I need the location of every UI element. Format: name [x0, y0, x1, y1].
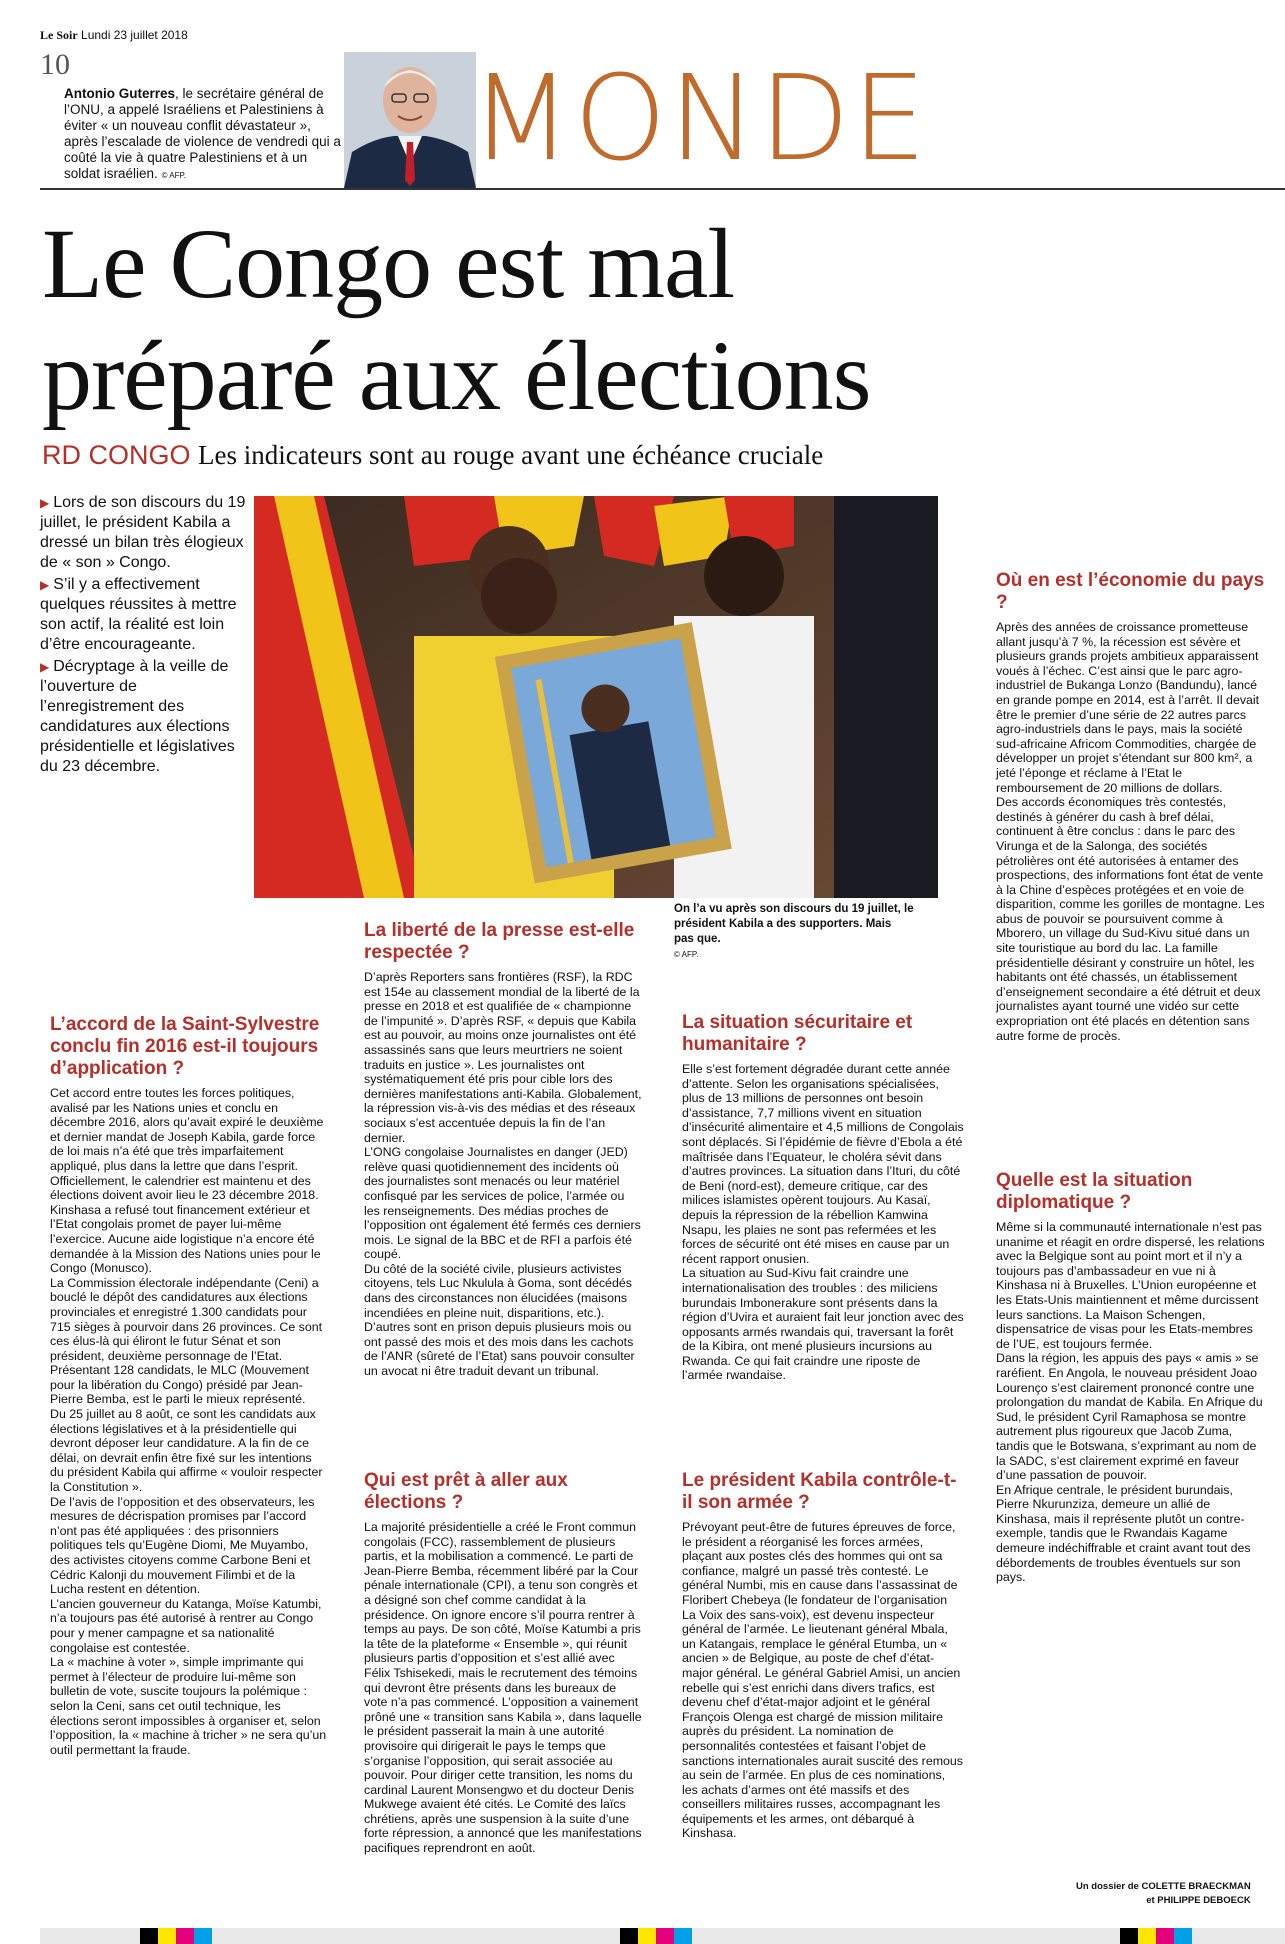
article-paragraph: Prévoyant peut-être de futures épreuves de force, le président a réorganisé les forces armées, plaçant aux postes clés des hommes qui ont sa confiance, malgré un passé très contesté. Le général Numbi, mis en cause dans l’assassinat de Floribert Chebeya (le fondateur de l’organisation La Voix des sans-voix), est devenu inspecteur général de l’armée. Le lieutenant général Mbala, un Katangais, remplace le général Etumba, un « ancien » de Belgique, au poste de chef d’état-major général. Le général Gabriel Amisi, un ancien rebelle qui s’est enrichi dans divers trafics, est devenu chef d’état-major adjoint et le général François Olenga est chargé de mission militaire auprès du président. La nomination de personnalités contestées et faisant l’objet de sanctions internationales aurait suscité des remous au sein de l’armée. En plus de ces nominations, les achats d’armes ont été massifs et des conseillers militaires russes, accompagnant les équipements et les armes, ont débarqué à Kinshasa. — [682, 1520, 964, 1841]
article-paragraph: Du côté de la société civile, plusieurs activistes citoyens, tels Luc Nkulula à Goma, sont décédés dans des circonstances non élucidées (maisons incendiées en pleine nuit, disparitions, etc.). D’autres sont en prison depuis plusieurs mois ou ont passé des mois et des mois dans les cachots de l’ANR (sûreté de l’Etat) sans pouvoir consulter un avocat ni être traduit devant un tribunal. — [364, 1261, 635, 1379]
article-title: Quelle est la situation diplomatique ? — [996, 1170, 1193, 1213]
caption-text: On l’a vu après son discours du 19 juillet, le président Kabila a des supporters. Mais pas que. — [674, 903, 914, 945]
article-paragraph: Elle s’est fortement dégradée durant cette année d’attente. Selon les organisations spécialisées, plus de 13 millions de personnes ont besoin d’assistance, 7,7 millions vivent en situation d’insécurité alimentaire et 4,5 millions de Congolais sont déplacés. Si l’épidémie de fièvre d’Ebola a été maîtrisée dans l’Equateur, le choléra sévit dans d’autres provinces. La situation dans l’Ituri, du côté de Beni (nord-est), demeure critique, car des milices islamistes opèrent toujours. Au Kasaï, depuis la répression de la rébellion Kamwina Nsapu, les plaies ne sont pas refermées et les forces de sécurité ont été mises en cause par un récent rapport onusien. — [682, 1062, 964, 1266]
article-paragraph: Après des années de croissance prometteuse allant jusqu’à 7 %, la récession est sévère et plusieurs grands projets ambitieux apparaissent voués à l’échec. C’est ainsi que le parc agro-industriel de Bukanga Lonzo (Bandundu), lancé en grande pompe en 2014, est à l’arrêt. Il devait être le premier d’une série de 22 autres parcs agro-industriels dans le pays, mais la société sud-africaine Africom Commodities, chargée de développer un projet s’étendant sur 800 km², a jeté l’éponge et réclame à l’Etat le remboursement de 20 millions de dollars. — [996, 620, 1260, 795]
article-paragraph: En Afrique centrale, le président burundais, Pierre Nkurunziza, demeure un allié de Kinshasa, mais il représente plutôt un contre-exemple, tandis que le Rwandais Kagame demeure indéchiffrable et craint avant tout des débordements de troubles éventuels sur son pays. — [996, 1482, 1251, 1585]
article-pret — [364, 1470, 642, 1856]
article-paragraph: Des accords économiques très contestés, destinés à générer du cash à bref délai, continuent à être conclus : dans le parc des Virunga et de la Salonga, des sociétés pétrolières ont été autorisées à entamer des prospections, des informations font état de vente à la Chine d’espèces protégées et en voie de disparition, comme les gorilles de montagne. Les abus de pouvoir se poursuivent comme à Mborero, un village du Sud-Kivu situé dans un site touristique au bord du lac. La famille présidentielle désirant y construire un hôtel, les habitants ont été chassés, un établissement d’enseignement secondaire a été détruit et deux journalistes ayant tourné une vidéo sur cette expropriation ont été placés en détention sans autre forme de procès. — [996, 795, 1265, 1043]
article-paragraph: L’ONG congolaise Journalistes en danger (JED) relève quasi quotidiennement des incidents où des journalistes sont menacés ou leur matériel confisqué par les services de police, l’armée ou les renseignements. Des médias proches de l’opposition ont également été fermés ces derniers mois. Le signal de la BBC et de RFI a parfois été coupé. — [364, 1145, 641, 1262]
triangle-bullet-icon: ▶ — [40, 496, 50, 510]
article-paragraph: D’après Reporters sans frontières (RSF), la RDC est 154e au classement mondial de la liberté de la presse en 2018 et est qualifiée de « championne de l’impunité ». D’après RSF, « depuis que Kabila est au pouvoir, au moins onze journalistes ont été assassinés sans que leurs meurtriers ne soient traduits en justice ». Les journalistes ont systématiquement été pris pour cible lors des dernières manifestations anti-Kabila. Globalement, la répression vis-à-vis des médias et des réseaux sociaux s’est accentuée depuis la fin de l’an dernier. — [364, 970, 642, 1145]
byline-line-1: Un dossier de COLETTE BRAECKMAN — [1076, 1881, 1251, 1892]
headline-line-1: Le Congo est mal — [42, 208, 735, 319]
article-paragraph: De l’avis de l’opposition et des observateurs, les mesures de décrispation promises par l’accord n’ont pas été appliquées : des prisonniers politiques tels qu’Eugène Diomi, Me Muyambo, des activistes citoyens comme Carbone Beni et Cédric Kalonji du mouvement Filimbi et de la Lucha restent en détention. — [50, 1494, 315, 1597]
header-rule — [40, 188, 1285, 190]
guterres-portrait — [344, 52, 476, 188]
article-paragraph: L’ancien gouverneur du Katanga, Moïse Katumbi, n’a toujours pas été autorisé à rentrer au Congo pour y mener campagne et sa nationalité congolaise est contestée. — [50, 1596, 322, 1655]
print-color-bar — [40, 1928, 1285, 1944]
page-number: 10 — [40, 48, 70, 81]
article-paragraph: La situation au Sud-Kivu fait craindre une internationalisation des troubles : des miliciens burundais Imbonerakure sont présents dans la région d’Uvira et auraient fait leur jonction avec des opposants armés rwandais qui, traversant la forêt de la Kibira, ont mené plusieurs incursions au Rwanda. Ce qui fait craindre une riposte de l’armée rwandaise. — [682, 1266, 964, 1383]
summary-bullet: ▶ S’il y a effectivement quelques réussites à mettre son actif, la réalité est loin d’être encourageante. — [40, 576, 237, 653]
article-paragraph: Dans la région, les appuis des pays « amis » se raréfient. En Angola, le nouveau président Joao Lourenço s’est clairement prononcé contre une prolongation du mandat de Kabila. En Afrique du Sud, le président Cyril Ramaphosa se montre autrement plus rigoureux que Jacob Zuma, tandis que le Botswana, s’exprimant au nom de la SADC, s’est clairement exprimé en faveur d’une passation de pouvoir. — [996, 1351, 1263, 1483]
article-economie — [996, 570, 1268, 1043]
article-title: L’accord de la Saint-Sylvestre conclu fin 2016 est-il toujours d’application ? — [50, 1014, 320, 1079]
triangle-bullet-icon: ▶ — [40, 660, 50, 674]
article-paragraph: Cet accord entre toutes les forces politiques, avalisé par les Nations unies et conclu en décembre 2016, alors qu’avait expiré le deuxième et dernier mandat de Joseph Kabila, garde force de loi mais n’a été que très imparfaitement appliqué, plus dans la lettre que dans l’esprit. Officiellement, le calendrier est maintenu et des élections doivent avoir lieu le 23 décembre 2018. Kinshasa a refusé tout financement extérieur et l’Etat congolais promet de payer lui-même l’exercice. Aucune aide logistique n’a encore été demandée à la Mission des Nations unies pour le Congo (Monusco). — [50, 1086, 324, 1276]
article-title: Où en est l’économie du pays ? — [996, 570, 1265, 613]
summary-bullet: ▶ Décryptage à la veille de l’ouverture de l’enregistrement des candidatures aux élections présidentielle et législatives du 23 décembre. — [40, 658, 235, 775]
issue-date: Lundi 23 juillet 2018 — [81, 28, 188, 42]
article-title: Qui est prêt à aller aux élections ? — [364, 1470, 568, 1513]
section-title: MONDE — [470, 49, 929, 187]
article-paragraph: La « machine à voter », simple imprimante qui permet à l’électeur de produire lui-même son bulletin de vote, suscite toujours la polémique : selon la Ceni, sans cet outil technique, les élections seront impossibles à organiser et, selon l’opposition, la « machine à tricher » ne sera qu’un outil permettant la fraude. — [50, 1655, 327, 1757]
byline — [1076, 1880, 1251, 1908]
summary-bullet: ▶ Lors de son discours du 19 juillet, le président Kabila a dressé un bilan très élogieux de « son » Congo. — [40, 494, 246, 571]
photo-credit: © AFP. — [674, 950, 699, 959]
masthead — [40, 28, 188, 43]
guterres-teaser — [64, 86, 344, 184]
article-presse — [364, 920, 642, 1379]
article-paragraph: La Commission électorale indépendante (Ceni) a bouclé le dépôt des candidatures aux élections provinciales et enregistré 1.300 candidats pour 715 sièges à pourvoir dans 26 provinces. Ce sont ces élus-là qui éliront le futur Sénat et son président, deuxième personnage de l’Etat. Présentant 128 candidats, le MLC (Mouvement pour la libération du Congo) présidé par Jean-Pierre Bemba, est le parti le mieux représenté. — [50, 1275, 323, 1407]
supporters-photo — [254, 496, 938, 898]
kicker — [42, 440, 823, 471]
article-paragraph: La majorité présidentielle a créé le Front commun congolais (FCC), rassemblement de plusieurs partis, et la mobilisation a commencé. Le parti de Jean-Pierre Bemba, récemment libéré par la Cour pénale internationale (CPI), a tenu son congrès et a désigné son chef comme candidat à la présidence. On ignore encore s’il pourra rentrer à temps au pays. De son côté, Moïse Katumbi a pris la tête de la plateforme « Ensemble », qui réunit plusieurs partis d’opposition et s’est allié avec Félix Tshisekedi, mais le recrutement des témoins qui devront être présents dans les bureaux de vote n’a pas commencé. L’opposition a vainement prôné une « transition sans Kabila », dans laquelle le président passerait la main à une autorité provisoire qui dirigerait le pays le temps que s’organise l’opposition, qui serait associée au pouvoir. Pour diriger cette transition, les noms du cardinal Laurent Monsengwo et du docteur Denis Mukwege avaient été cités. Le Comité des laïcs chrétiens, après une suspension à la suite d’une forte répression, a annoncé que les manifestations pacifiques reprendront en août. — [364, 1520, 642, 1856]
byline-line-2: et PHILIPPE DEBOECK — [1146, 1895, 1251, 1906]
article-title: La liberté de la presse est-elle respectée ? — [364, 920, 635, 963]
article-title: Le président Kabila contrôle-t-il son armée ? — [682, 1470, 957, 1513]
summary-bullets — [40, 493, 250, 779]
article-accord — [50, 1014, 328, 1757]
teaser-credit: © AFP. — [161, 171, 187, 180]
article-securitaire — [682, 1012, 964, 1383]
article-paragraph: Même si la communauté internationale n’est pas unanime et réagit en ordre dispersé, les relations avec la Belgique sont au point mort et il n’y a toujours pas d’ambassadeur en vue ni à Kinshasa ni à Bruxelles. L’Union européenne et les Etats-Unis maintiennent et même durcissent leurs sanctions. La Maison Schengen, dispensatrice de visas pour les Etats-membres de l’UE, est toujours fermée. — [996, 1220, 1265, 1351]
kicker-rubric: RD CONGO — [42, 440, 191, 470]
headline-line-2: préparé aux élections — [42, 320, 871, 431]
photo-caption — [674, 902, 914, 962]
paper-name: Le Soir — [40, 28, 78, 42]
article-diplomatique — [996, 1170, 1268, 1585]
headline — [42, 208, 1252, 432]
article-title: La situation sécuritaire et humanitaire ? — [682, 1012, 913, 1055]
article-paragraph: Du 25 juillet au 8 août, ce sont les candidats aux élections législatives et à la présidentielle qui devront déposer leur candidature. A la fin de ce délai, on devrait enfin être fixé sur les intentions du président Kabila qui affirme « vouloir respecter la Constitution ». — [50, 1407, 323, 1495]
triangle-bullet-icon: ▶ — [40, 578, 50, 592]
teaser-name: Antonio Guterres — [64, 86, 176, 101]
teaser-text: , le secrétaire général de l’ONU, a appelé Israéliens et Palestiniens à éviter « un nouveau conflit dévastateur », après l’escalade de violence de vendredi qui a coûté la vie à quatre Palestiniens et à un soldat israélien. — [64, 86, 341, 181]
kicker-subtitle: Les indicateurs sont au rouge avant une échéance cruciale — [198, 440, 824, 470]
article-armee — [682, 1470, 964, 1841]
